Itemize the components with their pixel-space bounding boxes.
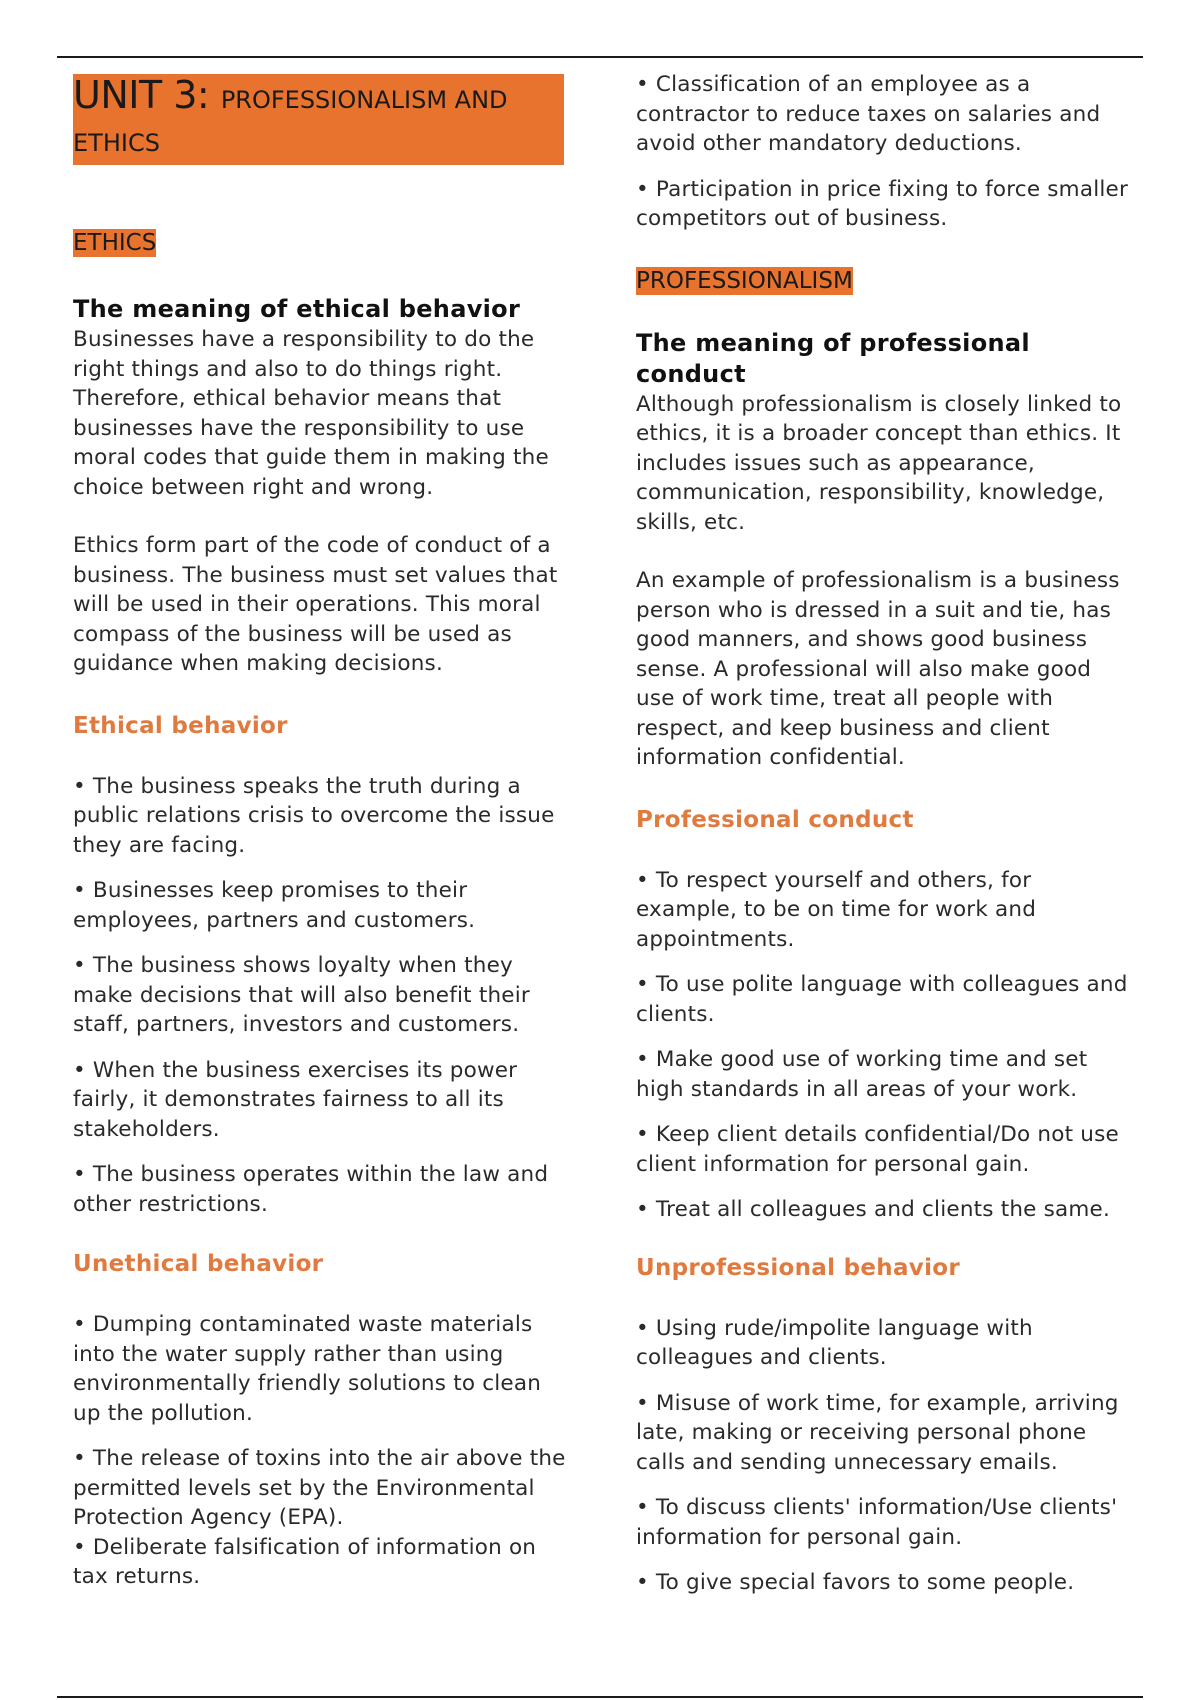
- list-item: • To use polite language with colleagues and clients.: [636, 972, 1128, 1027]
- list-item: • Classification of an employee as a contractor to reduce taxes on salaries and avoid other mandatory deductions.: [636, 72, 1101, 156]
- professional-meaning-heading-line1: The meaning of professional: [636, 328, 1030, 357]
- list-item: • When the business exercises its power fairly, it demonstrates fairness to all its stakeholders.: [73, 1057, 518, 1142]
- ethical-meaning-heading: The meaning of ethical behavior: [73, 295, 521, 323]
- list-item: • To respect yourself and others, for example, to be on time for work and appointments.: [636, 867, 1037, 952]
- list-item: • Make good use of working time and set high standards in all areas of your work.: [636, 1047, 1088, 1102]
- professionalism-paragraph-1: Although professionalism is closely linked to ethics, it is a broader concept than ethics. It includes issues such as appearance, communication, responsibility, knowledge, skills, etc.: [636, 391, 1122, 535]
- unit-prefix: UNIT 3:: [73, 73, 210, 117]
- ethics-paragraph-2: Ethics form part of the code of conduct of a business. The business must set values that will be used in their operations. This moral compass of the business will be used as guidance when making decisions.: [73, 533, 558, 676]
- list-item: • Businesses keep promises to their employees, partners and customers.: [73, 878, 476, 933]
- list-item: • The business shows loyalty when they make decisions that will also benefit their staff, partners, investors and customers.: [73, 953, 530, 1037]
- list-item: • Dumping contaminated waste materials into the water supply rather than using environmentally friendly solutions to clean up the pollution.: [73, 1312, 542, 1426]
- unethical-behavior-heading: Unethical behavior: [73, 1251, 324, 1277]
- ethics-section-tag: ETHICS: [73, 230, 157, 256]
- list-item: • Participation in price fixing to force smaller competitors out of business.: [636, 176, 1129, 231]
- unit-title-line2: ETHICS: [73, 129, 160, 157]
- list-item: • The release of toxins into the air above the permitted levels set by the Environmental Protection Agency (EPA).: [73, 1446, 566, 1530]
- bottom-rule: [57, 1696, 1143, 1698]
- unit-title: [73, 74, 564, 165]
- unprofessional-behavior-heading: Unprofessional behavior: [636, 1254, 960, 1281]
- list-item: • The business operates within the law and other restrictions.: [73, 1162, 549, 1217]
- ethics-paragraph-1: Businesses have a responsibility to do the right things and also to do things right. Therefore, ethical behavior means that businesses have the responsibility to use moral codes that guide them in making the choice between right and wrong.: [73, 327, 549, 500]
- list-item: • Treat all colleagues and clients the same.: [636, 1197, 1111, 1222]
- top-rule: [57, 56, 1143, 58]
- unit-title-line1: PROFESSIONALISM AND: [220, 86, 508, 114]
- professional-meaning-heading-line2: conduct: [636, 359, 746, 388]
- professional-conduct-heading: Professional conduct: [636, 806, 914, 833]
- list-item: • To discuss clients' information/Use clients' information for personal gain.: [636, 1495, 1118, 1550]
- professional-meaning-heading: [636, 328, 1136, 390]
- list-item: • The business speaks the truth during a public relations crisis to overcome the issue they are facing.: [73, 773, 555, 858]
- professionalism-section-tag: PROFESSIONALISM: [636, 267, 853, 294]
- ethical-behavior-heading: Ethical behavior: [73, 712, 288, 739]
- list-item: • To give special favors to some people.: [636, 1570, 1075, 1595]
- right-column: [636, 60, 1136, 1614]
- left-column: [73, 60, 568, 1608]
- list-item: • Using rude/impolite language with colleagues and clients.: [636, 1315, 1033, 1370]
- list-item: • Misuse of work time, for example, arriving late, making or receiving personal phone calls and sending unnecessary emails.: [636, 1390, 1119, 1475]
- professionalism-paragraph-2: An example of professionalism is a business person who is dressed in a suit and tie, has good manners, and shows good business sense. A professional will also make good use of work time, treat all people with respect, and keep business and client information confidential.: [636, 568, 1120, 770]
- list-item: • Keep client details confidential/Do not use client information for personal gain.: [636, 1122, 1119, 1177]
- list-item: • Deliberate falsification of information on tax returns.: [73, 1534, 537, 1589]
